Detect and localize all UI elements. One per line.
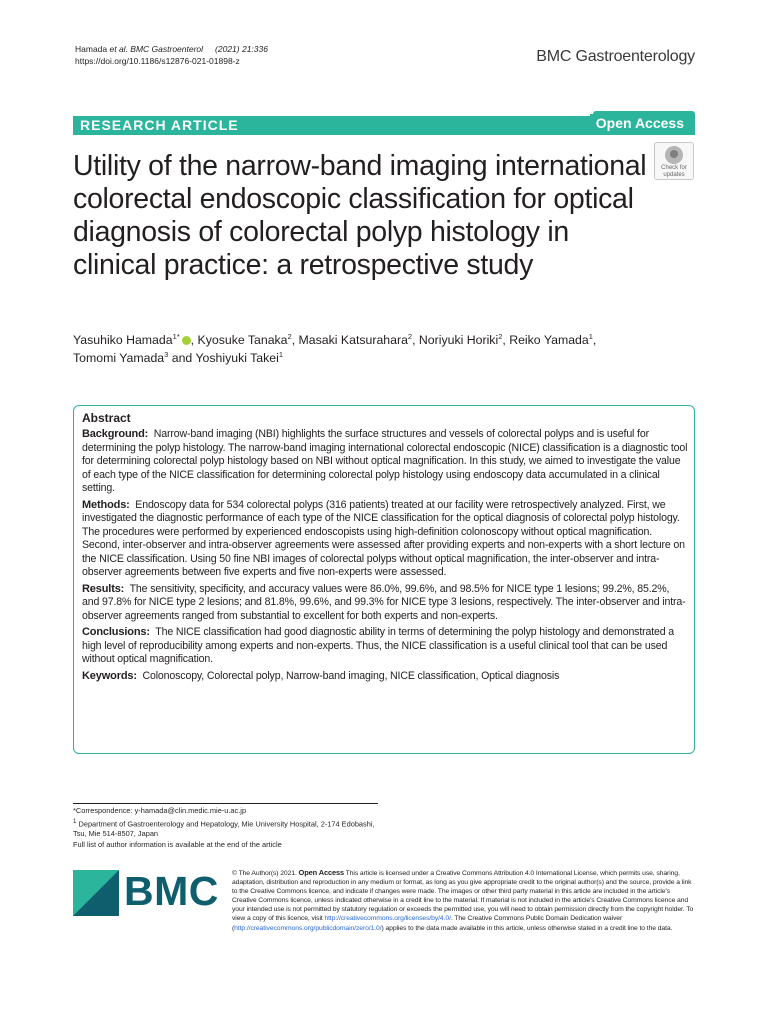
bmc-logo-text: BMC xyxy=(124,868,219,914)
abstract-methods: Methods: Endoscopy data for 534 colorectal polyps (316 patients) treated at our facility were retrospectively analyzed. First, we investigated the diagnostic performance of each type of the NICE classification for the optical diagnosis of colorectal polyp histology. The procedures were performed by experienced endoscopists using high-definition colonoscopy without optical magnification. Second, inter-observer and intra-observer agreements were assessed after providing experts and non-experts with a short lecture on the NICE classification. Using 50 fine NBI images of colorectal polyps without optical magnification, the inter-observer and intra-observer agreements between five experts and five non-experts were assessed. xyxy=(82,498,685,578)
author[interactable]: Reiko Yamada$^1$ xyxy=(509,331,593,347)
author[interactable]: Tomomi Yamada$^3$ xyxy=(73,349,169,365)
abstract-heading: Abstract xyxy=(82,411,131,425)
orcid-icon[interactable] xyxy=(182,336,191,345)
abstract-box xyxy=(73,405,695,754)
check-updates-line1: Check for xyxy=(661,165,687,171)
article-title: Utility of the narrow-band imaging international colorectal endoscopic classification for optical diagnosis of colorectal polyp histology in clinical practice: a retrospective study xyxy=(73,150,647,281)
author[interactable]: Masaki Katsurahara$^2$ xyxy=(298,331,413,347)
correspondence-email[interactable]: *Correspondence: y-hamada@clin.medic.mie-u.ac.jp xyxy=(73,806,247,815)
open-access-label: Open Access xyxy=(590,114,690,135)
article-type-banner xyxy=(73,116,695,135)
citation-journal: et al. BMC Gastroenterol xyxy=(109,44,204,54)
author[interactable]: Yoshiyuki Takei$^1$ xyxy=(195,349,284,365)
running-header xyxy=(75,43,268,67)
abstract-results: Results: The sensitivity, specificity, and accuracy values were 86.0%, 99.6%, and 98.5% for NICE type 1 lesions; 99.2%, 85.2%, and 97.8% for NICE type 2 lesions; and 81.8%, 99.6%, and 99.3% for NICE type 3 lesions, respectively. The inter-observer and intra-observer agreements ranged from substantial to excellent for both experts and non-experts. xyxy=(82,582,686,622)
affiliation: $^1$ Department of Gastroenterology and Hepatology, Mie University Hospital, 2-174 Edobashi, Tsu, Mie 514-8507, Japan xyxy=(73,817,375,839)
author[interactable]: Kyosuke Tanaka$^2$ xyxy=(197,331,292,347)
abstract-background: Background: Narrow-band imaging (NBI) highlights the surface structures and vessels of colorectal polyps and is useful for determining the polyp histology. The narrow-band imaging international colorectal endoscopic (NICE) classification is a diagnostic tool for determining colorectal polyp histology based on NBI without optical magnification. In this study, we aimed to investigate the value of each type of the NICE classification for determining colorectal polyp histology using endoscopy data accumulated in a clinical setting. xyxy=(82,428,688,494)
check-for-updates-badge[interactable] xyxy=(654,142,694,180)
abstract-conclusions: Conclusions: The NICE classification had good diagnostic ability in terms of determining the polyp histology and demonstrated a high level of reproducibility among experts and non-experts. Thus, the NICE classification is a useful clinical tool that can be used without optical magnification. xyxy=(82,626,675,665)
citation-year: (2021) 21:336 xyxy=(215,44,268,54)
check-for-updates-icon xyxy=(665,146,683,164)
author[interactable]: Yasuhiko Hamada$^{1*}$ xyxy=(73,331,180,347)
abstract-keywords: Keywords: Colonoscopy, Colorectal polyp, Narrow-band imaging, NICE classification, Optical diagnosis xyxy=(82,669,560,682)
article-type: RESEARCH ARTICLE xyxy=(80,117,239,133)
open-access-bold: Open Access xyxy=(298,868,345,877)
citation xyxy=(75,43,268,55)
author[interactable]: Noriyuki Horiki$^2$ xyxy=(418,331,503,347)
author-list: Yasuhiko Hamada$^{1*}$ , Kyosuke Tanaka$^2$, Masaki Katsurahara$^2$, Noriyuki Horiki$^2$, Reiko Yamada$^1$, Tomomi Yamada$^3$ and Yoshiyuki Takei$^1$ xyxy=(73,331,597,365)
journal-name: BMC Gastroenterology xyxy=(536,48,695,65)
doi-link[interactable]: https://doi.org/10.1186/s12876-021-01898-z xyxy=(75,56,240,66)
license-statement: © The Author(s) 2021. Open Access This article is licensed under a Creative Commons Attribution 4.0 International License, which permits use, sharing, adaptation, distribution and reproduction in any medium or format, as long as you give appropriate credit to the original author(s) and the source, provide a link to the Creative Commons licence, and indicate if changes were made. The images or other third party material in this article are included in the article's Creative Commons licence, unless indicated otherwise in a credit line to the material. If material is not included in the article's Creative Commons licence and your intended use is not permitted by statutory regulation or exceeds the permitted use, you will need to obtain permission directly from the copyright holder. To view a copy of this licence, visit http://creativecommons.org/licenses/by/4.0/. The Creative Commons Public Domain Dedication waiver (http://creativecommons.org/publicdomain/zero/1.0/) applies to the data made available in this article, unless otherwise stated in a credit line to the data. xyxy=(232,868,694,932)
cc-by-link[interactable]: http://creativecommons.org/licenses/by/4.0/ xyxy=(324,915,451,923)
bmc-logo xyxy=(73,868,219,916)
cc-zero-link[interactable]: http://creativecommons.org/publicdomain/zero/1.0/ xyxy=(234,924,382,932)
correspondence-footnote xyxy=(73,803,378,850)
citation-authors: Hamada xyxy=(75,44,110,54)
check-updates-line2: updates xyxy=(663,171,685,178)
bmc-logo-icon xyxy=(73,870,119,916)
author-info-note: Full list of author information is available at the end of the article xyxy=(73,839,282,849)
